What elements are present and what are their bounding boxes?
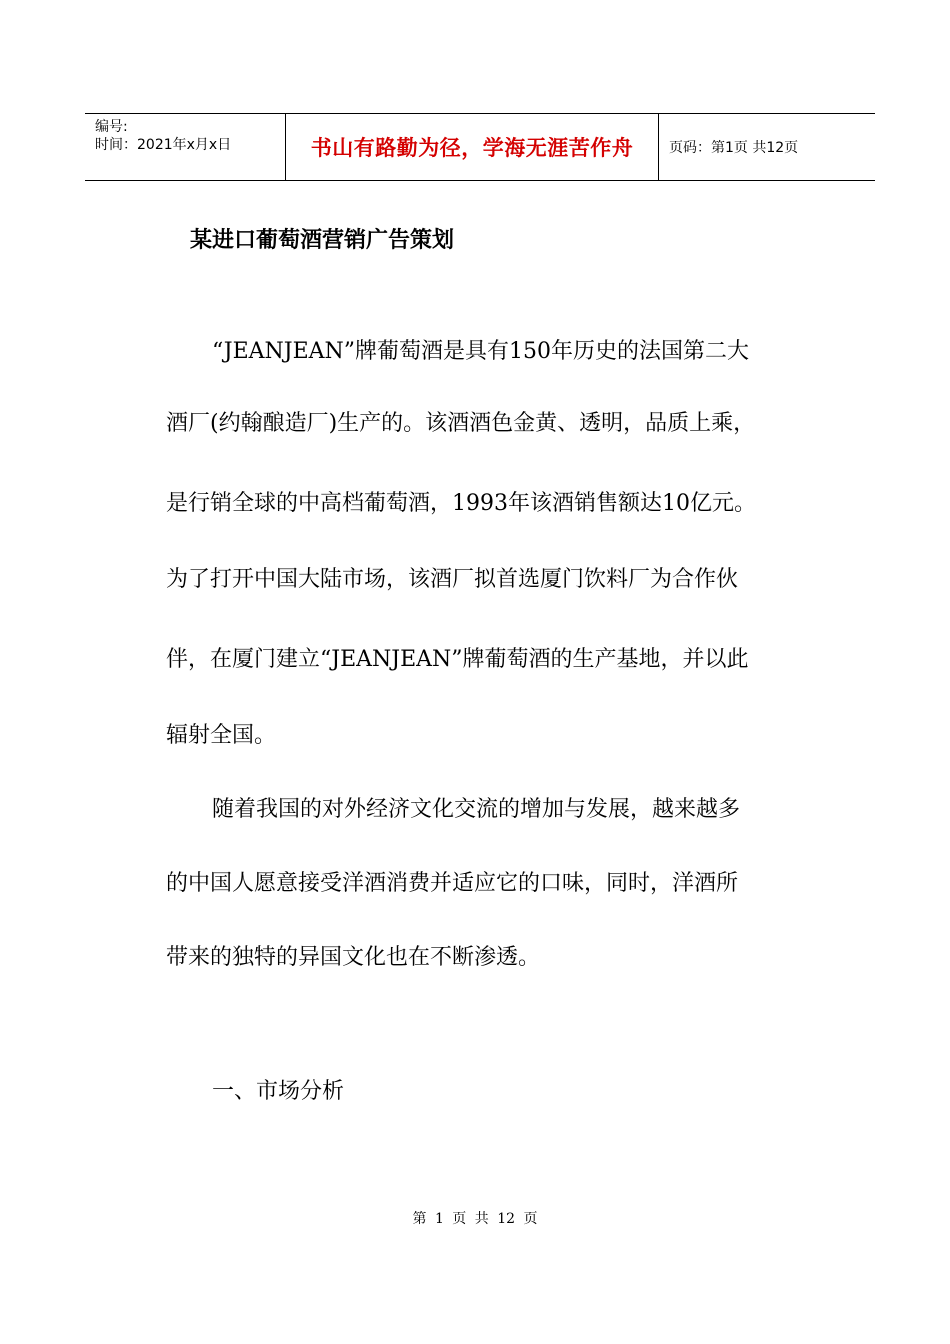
section-heading: 一、市场分析 [212,1079,345,1104]
paragraph1-line: 辐射全国。 [166,723,277,748]
page-footer: 第 1 页 共 12 页 [412,1211,538,1227]
header-table [85,113,875,181]
header-page-cell [659,114,875,180]
document-title: 某进口葡萄酒营销广告策划 [190,228,455,253]
motto-text: 书山有路勤为径，学海无涯苦作舟 [310,136,634,160]
paragraph1-line: 是行销全球的中高档葡萄酒，1993年该酒销售额达10亿元。 [166,491,756,516]
paragraph1-line: 为了打开中国大陆市场，该酒厂拟首选厦门饮料厂为合作伙 [166,567,739,592]
number-label: 编号: [95,119,128,135]
time-label: 时间：2021年x月x日 [95,137,232,153]
paragraph2-line: 带来的独特的异国文化也在不断渗透。 [166,945,541,970]
page-info: 页码：第1页 共12页 [669,140,799,156]
header-meta-cell [85,114,286,180]
paragraph1-line: “JEANJEAN”牌葡萄酒是具有150年历史的法国第二大 [212,339,750,364]
paragraph2-line: 随着我国的对外经济文化交流的增加与发展，越来越多 [212,797,741,822]
paragraph2-line: 的中国人愿意接受洋酒消费并适应它的口味，同时，洋酒所 [166,871,739,896]
header-motto-cell [286,114,659,180]
paragraph1-line: 酒厂(约翰酿造厂)生产的。该酒酒色金黄、透明，品质上乘， [166,411,756,436]
paragraph1-line: 伴，在厦门建立“JEANJEAN”牌葡萄酒的生产基地，并以此 [166,647,749,672]
